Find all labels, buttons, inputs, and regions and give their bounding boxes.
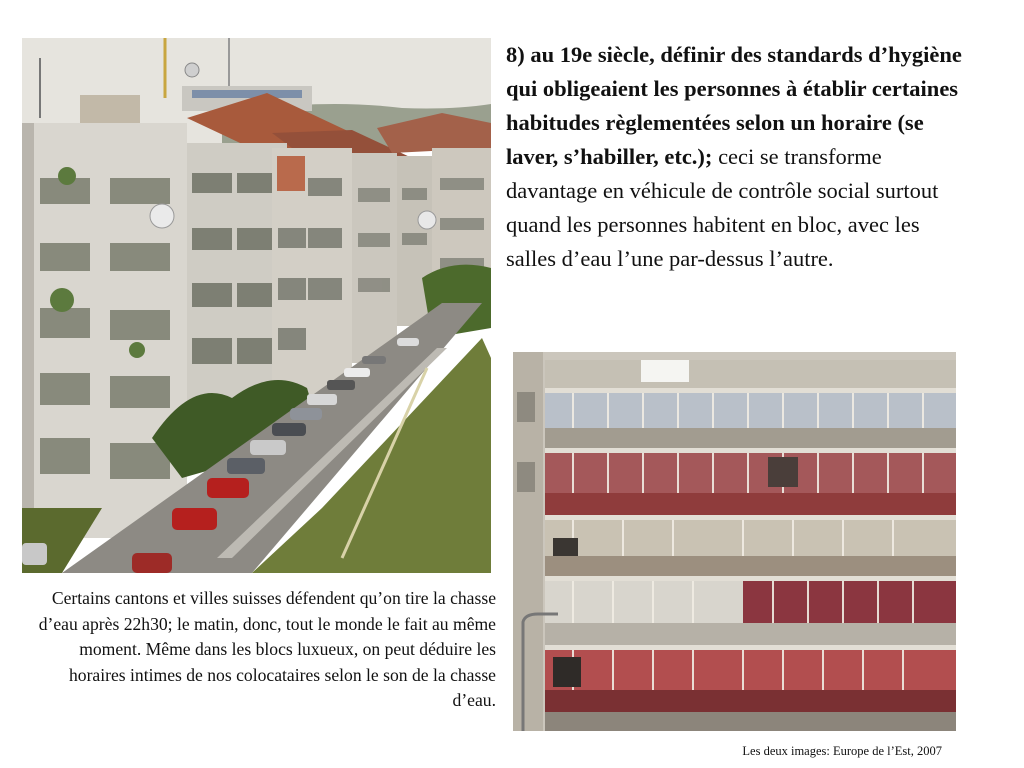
heading-text-block bbox=[506, 38, 968, 276]
apartment-street-photo bbox=[22, 38, 491, 573]
photo-credit: Les deux images: Europe de l’Est, 2007 bbox=[742, 744, 942, 758]
apartment-facade-photo bbox=[513, 352, 956, 731]
heading-bold-text: 8) au 19e siècle, définir des standards d’hygiène qui obligeaient les personnes à établir certaines habitudes règlementées selon un horaire (se laver, s’habiller, etc.); bbox=[506, 42, 962, 169]
heading-regular-text: ceci se transforme davantage en véhicule de contrôle social surtout quand les personnes habitent en bloc, avec les salles d’eau l’une par-dessus l’autre. bbox=[506, 144, 939, 271]
photo-caption: Certains cantons et villes suisses défendent qu’on tire la chasse d’eau après 22h30; le matin, donc, tout le monde le fait au même moment. Même dans les blocs luxueux, on peut déduire les horaires intimes de nos colocataires selon le son de la chasse d’eau. bbox=[38, 588, 496, 710]
